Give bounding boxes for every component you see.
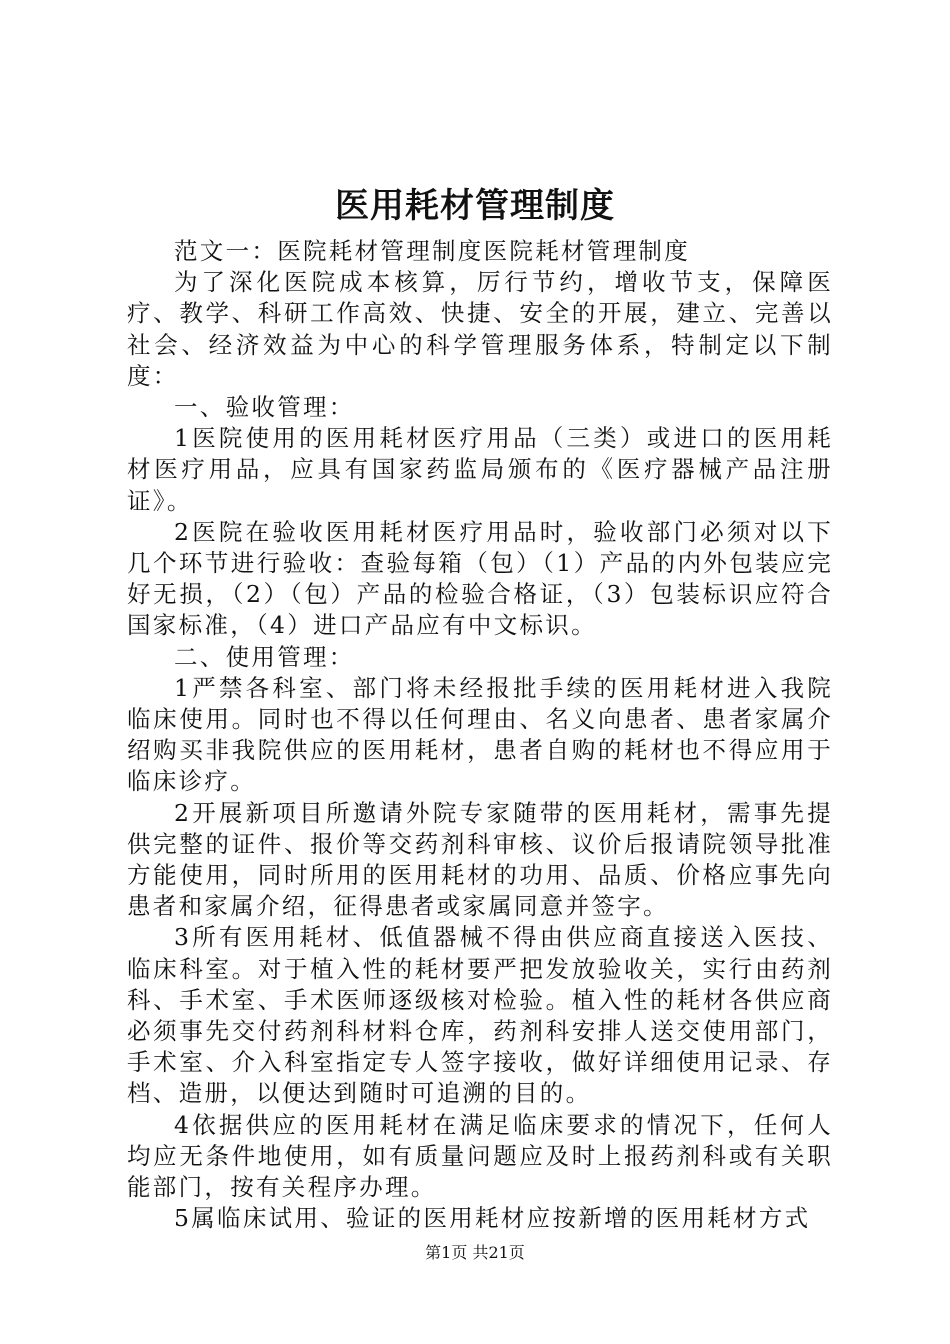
section-heading-usage: 二、使用管理： xyxy=(174,642,355,671)
paragraph-usage-3: 3所有医用耗材、低值器械不得由供应商直接送入医技、临床科室。对于植入性的耗材要严把发放验收关，实行由药剂科、手术室、手术医师逐级核对检验。植入性的耗材各供应商必须事先交付药剂科材料仓库，药剂科安排人送交使用部门，手术室、介入科室指定专人签字接收，做好详细使用记录、存档、造册，以便达到随时可追溯的目的。 xyxy=(127,923,833,1108)
document-title: 医用耗材管理制度 xyxy=(335,186,615,226)
paragraph-usage-4: 4依据供应的医用耗材在满足临床要求的情况下，任何人均应无条件地使用，如有质量问题应及时上报药剂科或有关职能部门，按有关程序办理。 xyxy=(127,1110,833,1202)
page-footer: 第1页 共21页 xyxy=(425,1243,525,1262)
document-body xyxy=(127,236,833,1235)
paragraph-purpose: 为了深化医院成本核算，厉行节约，增收节支，保障医疗、教学、科研工作高效、快捷、安全的开展，建立、完善以社会、经济效益为中心的科学管理服务体系，特制定以下制度： xyxy=(127,268,833,390)
paragraph-usage-2: 2开展新项目所邀请外院专家随带的医用耗材，需事先提供完整的证件、报价等交药剂科审核、议价后报请院领导批准方能使用，同时所用的医用耗材的功用、品质、价格应事先向患者和家属介绍，征得患者或家属同意并签字。 xyxy=(127,798,833,921)
paragraph-usage-5: 5属临床试用、验证的医用耗材应按新增的医用耗材方式 xyxy=(174,1204,811,1233)
paragraph-acceptance-2: 2医院在验收医用耗材医疗用品时，验收部门必须对以下几个环节进行验收：查验每箱（包）（1）产品的内外包装应完好无损，（2）（包）产品的检验合格证，（3）包装标识应符合国家标准，（4）进口产品应有中文标识。 xyxy=(127,517,833,640)
paragraph-acceptance-1: 1医院使用的医用耗材医疗用品（三类）或进口的医用耗材医疗用品，应具有国家药监局颁布的《医疗器械产品注册证》。 xyxy=(127,424,833,515)
section-heading-acceptance: 一、验收管理： xyxy=(174,393,355,422)
paragraph-usage-1: 1严禁各科室、部门将未经报批手续的医用耗材进入我院临床使用。同时也不得以任何理由、名义向患者、患者家属介绍购买非我院供应的医用耗材，患者自购的耗材也不得应用于临床诊疗。 xyxy=(127,673,833,796)
paragraph-intro: 范文一：医院耗材管理制度医院耗材管理制度 xyxy=(174,237,690,265)
